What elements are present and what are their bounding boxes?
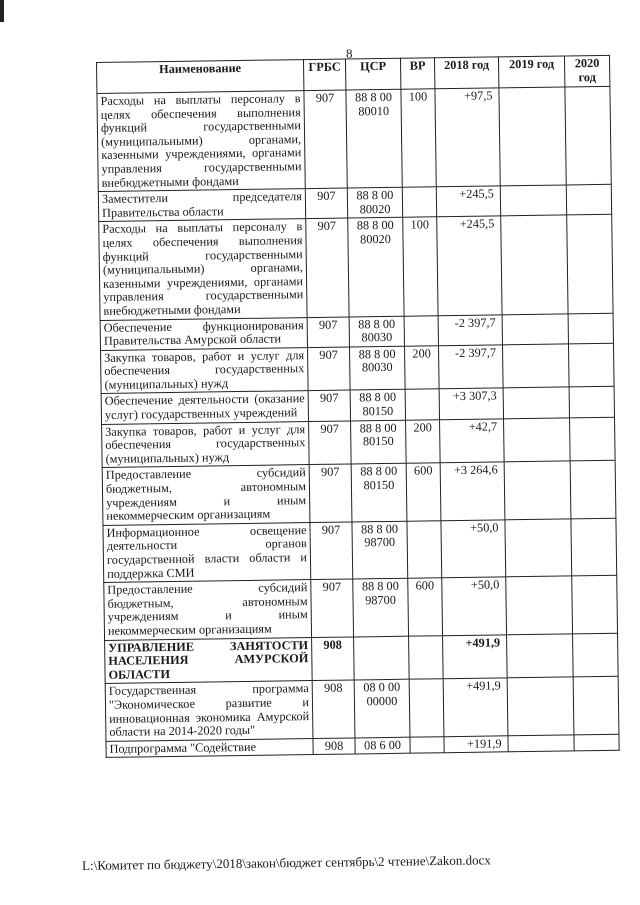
cell-name: Информационное освещение деятельности органов государственной власти области и поддержка СМИ [103,522,311,582]
cell-y2018: +97,5 [435,88,500,187]
cell-csr: 88 8 00 98700 [352,521,408,579]
table-row [101,343,615,394]
cell-csr: 88 8 00 80030 [349,346,405,391]
cell-y2020 [573,677,619,735]
cell-grbs: 907 [306,218,349,317]
header-csr: ЦСР [345,58,400,90]
cell-y2020 [570,417,616,461]
cell-y2020 [565,86,611,185]
cell-grbs: 908 [313,738,355,755]
cell-name: Закупка товаров, работ и услуг для обеспечения государственных (муниципальных) нужд [101,347,309,394]
table-row [102,417,616,468]
cell-y2019 [508,735,574,753]
cell-y2018: -2 397,7 [438,314,502,345]
table-row [99,215,613,320]
table-row [104,575,618,640]
header-2018: 2018 год [434,57,498,89]
cell-csr: 08 0 00 00000 [354,680,410,738]
cell-grbs: 907 [309,464,352,522]
cell-vr [404,315,438,346]
cell-y2019 [506,576,573,634]
cell-y2019 [502,344,569,389]
cell-grbs: 907 [309,421,352,465]
cell-name: Предоставление субсидий бюджетным, автономным учреждениям и иным некоммерческим организациям [102,465,310,525]
cell-vr: 200 [404,345,439,389]
cell-name: Обеспечение функционирования Правительства Амурской области [100,317,307,350]
cell-vr: 200 [406,419,441,463]
header-name: Наименование [97,60,304,94]
cell-y2020 [571,518,617,576]
cell-y2019 [505,519,572,577]
cell-grbs: 907 [304,90,347,189]
cell-vr [405,389,439,420]
table-body [97,86,619,757]
file-path-footer: L:\Комитет по бюджету\2018\закон\бюджет сентябрь\2 чтение\Zakon.docx [82,852,491,873]
cell-name: Расходы на выплаты персоналу в целях обеспечения выполнения функций государственными (муниципальными) органами, казенными учреждениями, органами управления государственными внебюджетными фондами [97,91,305,192]
cell-grbs: 908 [312,680,355,738]
cell-csr: 88 8 00 80150 [351,420,407,465]
cell-grbs: 907 [308,390,350,421]
cell-y2018: +191,9 [444,736,508,753]
scan-edge-mark [0,0,4,22]
cell-name: Предоставление субсидий бюджетным, автономным учреждениям и иным некоммерческим организациям [104,580,312,640]
cell-vr: 100 [403,217,438,316]
cell-y2019 [507,677,574,735]
cell-grbs: 907 [305,188,347,219]
cell-vr [402,187,436,218]
cell-y2018: +50,0 [441,520,506,578]
cell-grbs: 907 [310,522,353,580]
cell-y2020 [572,575,618,633]
cell-y2019 [500,185,566,216]
cell-csr: 88 8 00 80150 [350,390,405,421]
cell-y2019 [504,418,571,463]
cell-y2019 [507,633,574,678]
cell-vr [410,736,444,753]
cell-csr: 88 8 00 80010 [346,89,402,188]
table-row [103,518,617,583]
cell-y2018: +245,5 [436,186,500,217]
table-row [105,633,619,684]
cell-grbs: 907 [308,347,351,391]
cell-name: Подпрограмма "Содействие [106,738,313,757]
cell-name: УПРАВЛЕНИЕ ЗАНЯТОСТИ НАСЕЛЕНИЯ АМУРСКОЙ ОБЛАСТИ [105,637,313,684]
cell-y2018: +491,9 [443,634,508,679]
cell-y2020 [573,633,619,677]
cell-y2020 [569,387,614,418]
cell-vr: 600 [406,463,441,521]
cell-y2018: +491,9 [443,678,508,736]
cell-y2020 [570,461,616,519]
cell-y2018: -2 397,7 [438,345,503,390]
page-number: 8 [346,46,353,61]
cell-y2018: +3 264,6 [440,462,505,520]
cell-grbs: 908 [312,637,355,681]
cell-y2020 [566,184,611,215]
cell-y2018: +3 307,3 [439,388,503,419]
cell-y2019 [502,313,568,344]
table-row [102,461,616,526]
cell-vr [409,679,444,737]
table-row [105,677,619,742]
cell-y2020 [568,343,614,387]
cell-name: Обеспечение деятельности (оказание услуг) государственных учреждений [101,391,308,424]
cell-vr [409,635,444,679]
cell-y2020 [567,215,613,314]
cell-csr: 08 6 00 [355,737,410,754]
header-grbs: ГРБС [303,59,345,91]
header-vr: ВР [400,58,434,89]
cell-name: Расходы на выплаты персоналу в целях обеспечения выполнения функций государственными (муниципальными) органами, казенными учреждениями, органами управления государственными внебюджетными фондами [99,219,307,320]
cell-grbs: 907 [311,579,354,637]
cell-csr: 88 8 00 80020 [348,218,404,317]
header-2019: 2019 год [498,56,564,88]
cell-vr: 600 [408,578,443,636]
cell-y2018: +245,5 [437,216,502,315]
budget-table [96,55,620,758]
cell-y2019 [504,461,571,519]
cell-grbs: 907 [307,316,349,347]
cell-csr [354,636,410,681]
cell-y2018: +50,0 [442,577,507,635]
cell-y2018: +42,7 [440,419,505,464]
cell-csr: 88 8 00 80150 [351,464,407,522]
cell-vr: 100 [401,89,436,188]
cell-y2019 [499,87,566,186]
cell-csr: 88 8 00 98700 [353,578,409,636]
cell-csr: 88 8 00 80020 [347,187,402,218]
cell-y2019 [503,387,569,418]
cell-csr: 88 8 00 80030 [349,316,404,347]
cell-vr [407,521,442,579]
cell-y2020 [568,313,613,344]
cell-y2019 [501,215,568,314]
cell-name: Государственная программа "Экономическое развитие и инновационная экономика Амурской области на 2014-2020 годы" [105,681,313,741]
cell-name: Заместители председателя Правительства области [98,189,305,222]
table-row [97,86,611,191]
cell-y2020 [574,734,619,751]
header-2020: 2020 год [564,55,609,87]
cell-name: Закупка товаров, работ и услуг для обеспечения государственных (муниципальных) нужд [102,421,310,468]
